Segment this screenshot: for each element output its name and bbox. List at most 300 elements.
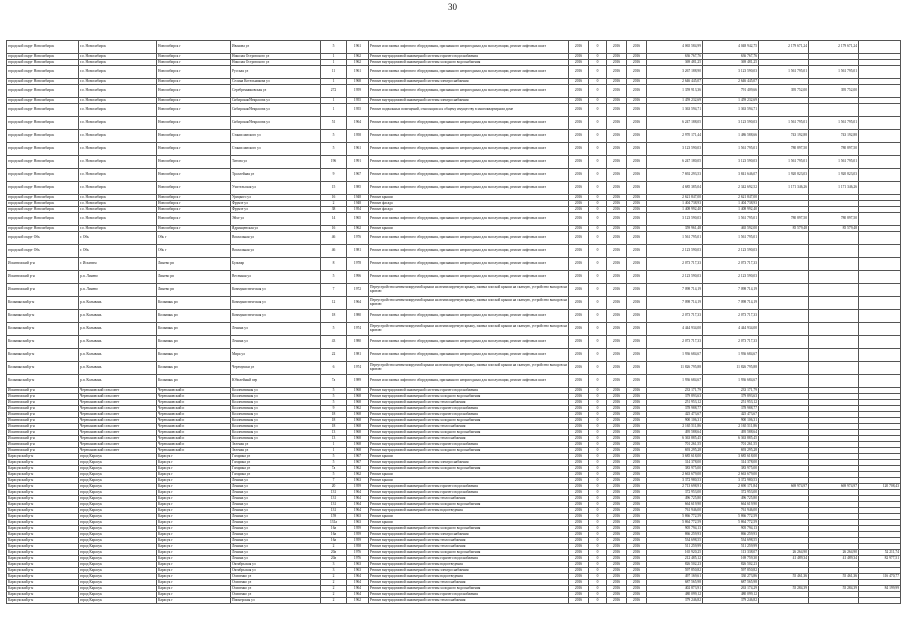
cell-work: Ремонт внутридомовой инженерной системы водоотведения (369, 562, 569, 568)
cell-y2: 2016 (607, 54, 627, 60)
cell-y1: 2016 (569, 156, 589, 169)
cell-f2: 26 264,90 (809, 550, 859, 556)
cell-city: Новосибирск г (157, 182, 231, 195)
table-row (7, 349, 901, 362)
cell-house: 131 (321, 496, 347, 502)
cell-f2 (809, 232, 859, 245)
cell-y1: 2016 (569, 532, 589, 538)
cell-y2: 2016 (607, 448, 627, 454)
cell-city: Черепановский п (157, 418, 231, 424)
cell-street: Троллейная ул (231, 169, 321, 182)
cell-work: Ремонт внутридомовой инженерной системы горячего водоснабжения (369, 490, 569, 496)
cell-city: Карасук г (157, 586, 231, 592)
cell-y2: 2016 (607, 556, 627, 562)
cell-year: 1964 (347, 502, 369, 508)
cell-year: 1965 (347, 213, 369, 226)
capital-repair-table (6, 40, 901, 604)
cell-f3 (859, 297, 901, 310)
cell-city: Новосибирск г (157, 195, 231, 201)
cell-city: Колывань рп (157, 323, 231, 336)
cell-f3: 116 470,77 (859, 574, 901, 580)
cell-year: 1961 (347, 143, 369, 156)
cell-np: город Карасук (79, 598, 157, 604)
cell-f2 (809, 284, 859, 297)
cell-fond: 597 850,82 (703, 568, 759, 574)
cell-y3: 2016 (627, 400, 647, 406)
table-row (7, 182, 901, 195)
cell-fond: 5 864 772,59 (703, 520, 759, 526)
cell-f3: 84 199,99 (859, 586, 901, 592)
cell-y2: 2016 (607, 284, 627, 297)
cell-y3: 2016 (627, 232, 647, 245)
cell-year: 1968 (347, 400, 369, 406)
cell-mo: городской округ Новосибирск (7, 117, 79, 130)
cell-f1: 395 752,00 (759, 85, 809, 98)
cell-np: город Карасук (79, 538, 157, 544)
cell-f2: 780 897,50 (809, 143, 859, 156)
cell-c1: 0 (589, 514, 607, 520)
cell-work: Ремонт или замена лифтового оборудования, признанного непригодным для эксплуатации, ремонт лифтовых шахт (369, 336, 569, 349)
cell-work: Ремонт крыши (369, 195, 569, 201)
cell-year: 1968 (347, 430, 369, 436)
cell-c1: 0 (589, 207, 607, 213)
cell-f3 (859, 271, 901, 284)
cell-f2 (809, 323, 859, 336)
cell-mo: Искитимский р-н (7, 258, 79, 271)
cell-work: Ремонт внутридомовой инженерной системы горячего водоснабжения (369, 442, 569, 448)
cell-street: Николая Островского ул (231, 60, 321, 66)
cell-y1: 2016 (569, 54, 589, 60)
cell-mo: городской округ Новосибирск (7, 207, 79, 213)
cell-mo: Искитимский р-н (7, 448, 79, 454)
cell-year: 1959 (347, 526, 369, 532)
cell-city: Карасук г (157, 544, 231, 550)
cell-np: г.о. Новосибирск (79, 182, 157, 195)
cell-fond: 496 725,80 (703, 496, 759, 502)
cell-house: 2 (321, 592, 347, 598)
cell-year: 1981 (347, 245, 369, 258)
cell-f2: 743 192,88 (809, 130, 859, 143)
cell-y1: 2016 (569, 538, 589, 544)
cell-year: 1964 (347, 508, 369, 514)
cell-work: Переустройство невентилируемой крыши на вентилируемую крышу, замена плоской крыши на скатную, устройство выходов на кровлю (369, 297, 569, 310)
cell-year: 1962 (347, 466, 369, 472)
cell-mo: городской округ Новосибирск (7, 213, 79, 226)
cell-work: Ремонт крыши (369, 514, 569, 520)
cell-year: 1962 (347, 54, 369, 60)
cell-house: 5 (321, 41, 347, 54)
cell-y1: 2016 (569, 336, 589, 349)
cell-street: Ленина ул (231, 538, 321, 544)
cell-mo: городской округ Новосибирск (7, 156, 79, 169)
cell-street: Вокзальная ул (231, 232, 321, 245)
cell-fond: 3 123 590,03 (703, 66, 759, 79)
cell-fond: 263 174,29 (703, 586, 759, 592)
cell-mo: городской округ Новосибирск (7, 79, 79, 85)
cell-mo: городской округ Новосибирск (7, 182, 79, 195)
cell-mo: городской округ Новосибирск (7, 41, 79, 54)
cell-street: Русская ул (231, 66, 321, 79)
cell-city: Черепановский п (157, 436, 231, 442)
cell-y1: 2016 (569, 496, 589, 502)
cell-y2: 2016 (607, 336, 627, 349)
cell-house: 2 (321, 586, 347, 592)
table-row (7, 362, 901, 375)
cell-work: Ремонт внутридомовой инженерной системы электроснабжения (369, 532, 569, 538)
table-row (7, 245, 901, 258)
cell-house: 16 (321, 226, 347, 232)
cell-work: Ремонт или замена лифтового оборудования, признанного непригодным для эксплуатации, ремонт лифтовых шахт (369, 245, 569, 258)
cell-fond: 664 619,90 (703, 502, 759, 508)
cell-y1: 2016 (569, 514, 589, 520)
cell-street: Сибирская/Некрасова ул (231, 117, 321, 130)
cell-street: Осипенко ул (231, 580, 321, 586)
cell-year: 1963 (347, 520, 369, 526)
cell-f1: 55 461,36 (759, 574, 809, 580)
cell-fond: 2 690 171,84 (703, 484, 759, 490)
cell-mo: Искитимский р-н (7, 418, 79, 424)
cell-fond: 5 866 772,59 (703, 514, 759, 520)
cell-year: 1991 (347, 156, 369, 169)
cell-total: 5 864 772,59 (647, 520, 703, 526)
cell-city: Колывань рп (157, 336, 231, 349)
cell-fond: 1 408 992,40 (703, 207, 759, 213)
cell-mo: Карасукский р-н (7, 520, 79, 526)
cell-fond: 233 171,79 (703, 388, 759, 394)
cell-y2: 2016 (607, 394, 627, 400)
cell-y2: 2016 (607, 297, 627, 310)
cell-fond: 2 123 590,03 (703, 271, 759, 284)
cell-y3: 2016 (627, 466, 647, 472)
cell-c1: 0 (589, 448, 607, 454)
cell-f1: 743 192,88 (759, 130, 809, 143)
cell-mo: городской округ Новосибирск (7, 98, 79, 104)
cell-total: 2 123 590,03 (647, 271, 703, 284)
cell-y3: 2016 (627, 297, 647, 310)
cell-work: Ремонт внутридомовой инженерной системы холодного водоснабжения (369, 526, 569, 532)
cell-city: Черепановский п (157, 442, 231, 448)
cell-total: 1 408 992,40 (647, 207, 703, 213)
cell-fond: 1 404 738,93 (703, 201, 759, 207)
cell-c1: 0 (589, 310, 607, 323)
cell-y2: 2016 (607, 436, 627, 442)
cell-y2: 2016 (607, 460, 627, 466)
cell-y2: 2016 (607, 562, 627, 568)
cell-work: Ремонт внутридомовой инженерной системы горячего водоснабжения (369, 412, 569, 418)
cell-f2: 1 561 795,01 (809, 117, 859, 130)
cell-city: Карасук г (157, 472, 231, 478)
cell-mo: Карасукский р-н (7, 598, 79, 604)
cell-street: Учительская ул (231, 182, 321, 195)
cell-y1: 2016 (569, 466, 589, 472)
cell-np: город Карасук (79, 526, 157, 532)
cell-c1: 0 (589, 258, 607, 271)
cell-street: Коммунистическая ул (231, 297, 321, 310)
cell-total: 6 247 188,05 (647, 117, 703, 130)
cell-house: 18 (321, 412, 347, 418)
cell-np: город Карасук (79, 514, 157, 520)
cell-total: 2 073 717,33 (647, 310, 703, 323)
cell-c1: 0 (589, 394, 607, 400)
cell-work: Ремонт крыши (369, 478, 569, 484)
cell-f1: 85 579,48 (759, 226, 809, 232)
cell-c1: 0 (589, 484, 607, 490)
cell-total: 359 961,48 (647, 226, 703, 232)
cell-year: 1967 (347, 454, 369, 460)
cell-y1: 2016 (569, 550, 589, 556)
cell-y2: 2016 (607, 98, 627, 104)
cell-f1: 2 179 671,24 (759, 41, 809, 54)
cell-work: Ремонт крыши (369, 520, 569, 526)
cell-c1: 0 (589, 297, 607, 310)
cell-y2: 2016 (607, 574, 627, 580)
cell-y1: 2016 (569, 271, 589, 284)
cell-f1: 55 284,39 (759, 586, 809, 592)
cell-house: 5 (321, 472, 347, 478)
cell-np: г.о. Новосибирск (79, 169, 157, 182)
cell-f3 (859, 284, 901, 297)
cell-work: Ремонт крыши (369, 472, 569, 478)
cell-c1: 0 (589, 213, 607, 226)
cell-mo: Карасукский р-н (7, 574, 79, 580)
table-row (7, 310, 901, 323)
cell-work: Ремонт внутридомовой инженерной системы водоотведения (369, 574, 569, 580)
cell-y3: 2016 (627, 143, 647, 156)
cell-np: р.п. Колывань (79, 310, 157, 323)
cell-total: 900 106,31 (647, 418, 703, 424)
cell-total: 1 363 594,71 (647, 104, 703, 117)
cell-mo: Карасукский р-н (7, 580, 79, 586)
table-body (7, 41, 901, 604)
cell-c1: 0 (589, 284, 607, 297)
cell-f3 (859, 66, 901, 79)
cell-work: Ремонт или замена лифтового оборудования, признанного непригодным для эксплуатации, ремонт лифтовых шахт (369, 310, 569, 323)
cell-total: 3 123 590,03 (647, 143, 703, 156)
table-row (7, 284, 901, 297)
cell-fond: 693 295,28 (703, 448, 759, 454)
cell-y2: 2016 (607, 418, 627, 424)
cell-c1: 0 (589, 169, 607, 182)
cell-fond: 2 073 717,33 (703, 258, 759, 271)
cell-total: 636 767,76 (647, 54, 703, 60)
cell-y3: 2016 (627, 598, 647, 604)
cell-y1: 2016 (569, 508, 589, 514)
cell-work: Ремонт внутридомовой инженерной системы холодного водоснабжения (369, 394, 569, 400)
cell-np: г.о. Новосибирск (79, 104, 157, 117)
cell-city: Карасук г (157, 550, 231, 556)
cell-street: Ленина ул (231, 484, 321, 490)
cell-house: 159 (321, 514, 347, 520)
cell-work: Ремонт внутридомовой инженерной системы электроснабжения (369, 98, 569, 104)
cell-year: 1968 (347, 412, 369, 418)
cell-mo: городской округ Обь (7, 245, 79, 258)
cell-fond: 314 378,00 (703, 460, 759, 466)
cell-f1: 669 974,97 (759, 484, 809, 490)
cell-city: Линево рп (157, 258, 231, 271)
cell-y3: 2016 (627, 412, 647, 418)
cell-total: 2 165 511,86 (647, 424, 703, 430)
cell-mo: городской округ Новосибирск (7, 60, 79, 66)
cell-y3: 2016 (627, 514, 647, 520)
cell-f1 (759, 258, 809, 271)
cell-c1: 0 (589, 156, 607, 169)
cell-fond: 113 338,07 (703, 550, 759, 556)
cell-year: 1963 (347, 562, 369, 568)
cell-mo: Колыванский р-н (7, 310, 79, 323)
cell-f3: 52 211,74 (859, 550, 901, 556)
cell-street: Коллективная ул (231, 418, 321, 424)
cell-city: Новосибирск г (157, 41, 231, 54)
cell-street: Станиславского ул (231, 143, 321, 156)
cell-street: Сибирская/Некрасова ул (231, 104, 321, 117)
cell-fond: 1 561 795,01 (703, 213, 759, 226)
cell-city: Карасук г (157, 574, 231, 580)
cell-y2: 2016 (607, 484, 627, 490)
cell-house: 5 (321, 394, 347, 400)
cell-street: Гагарина ул (231, 454, 321, 460)
cell-street: Юбилейный пер (231, 375, 321, 388)
cell-f3 (859, 232, 901, 245)
cell-total: 761 946,00 (647, 508, 703, 514)
cell-c1: 0 (589, 41, 607, 54)
cell-total: 480 099,12 (647, 592, 703, 598)
cell-work: Ремонт подвальных помещений, относящихся к общему имуществу в многоквартирном доме (369, 104, 569, 117)
cell-np: город Карасук (79, 478, 157, 484)
cell-y1: 2016 (569, 60, 589, 66)
cell-f3 (859, 143, 901, 156)
cell-y3: 2016 (627, 532, 647, 538)
cell-house: 7а (321, 375, 347, 388)
cell-total: 378 988,77 (647, 406, 703, 412)
cell-total: 2 713 698,91 (647, 484, 703, 490)
cell-y1: 2016 (569, 143, 589, 156)
cell-total: 11 826 795,88 (647, 362, 703, 375)
cell-c1: 0 (589, 454, 607, 460)
cell-f1 (759, 598, 809, 604)
cell-fond: 2 073 717,33 (703, 310, 759, 323)
cell-work: Ремонт или замена лифтового оборудования, признанного непригодным для эксплуатации, ремонт лифтовых шахт (369, 375, 569, 388)
cell-y3: 2016 (627, 98, 647, 104)
cell-c1: 0 (589, 412, 607, 418)
cell-y3: 2016 (627, 490, 647, 496)
cell-street: Гагарина ул (231, 460, 321, 466)
cell-c1: 0 (589, 362, 607, 375)
cell-y1: 2016 (569, 442, 589, 448)
cell-y2: 2016 (607, 232, 627, 245)
cell-total: 372 953,00 (647, 490, 703, 496)
cell-year: 1972 (347, 284, 369, 297)
cell-y3: 2016 (627, 592, 647, 598)
cell-fond: 6 363 885,45 (703, 436, 759, 442)
cell-y3: 2016 (627, 478, 647, 484)
cell-y3: 2016 (627, 544, 647, 550)
cell-house: 5 (321, 454, 347, 460)
cell-mo: городской округ Новосибирск (7, 85, 79, 98)
cell-c1: 0 (589, 592, 607, 598)
cell-street: Ленина ул (231, 514, 321, 520)
cell-house: 16 (321, 195, 347, 201)
cell-city: Линево рп (157, 284, 231, 297)
cell-y2: 2016 (607, 66, 627, 79)
cell-c1: 0 (589, 143, 607, 156)
cell-city: Колывань рп (157, 375, 231, 388)
cell-np: Черепановский сельсовет (79, 388, 157, 394)
cell-mo: Искитимский р-н (7, 430, 79, 436)
cell-street: Октябрьская ул (231, 568, 321, 574)
cell-year: 1962 (347, 60, 369, 66)
cell-y3: 2016 (627, 104, 647, 117)
cell-y1: 2016 (569, 297, 589, 310)
cell-mo: Карасукский р-н (7, 502, 79, 508)
cell-y3: 2016 (627, 556, 647, 562)
cell-total: 402 873,91 (647, 586, 703, 592)
cell-f1 (759, 284, 809, 297)
cell-house: 18 (321, 310, 347, 323)
cell-fond: 2 123 590,03 (703, 245, 759, 258)
cell-y3: 2016 (627, 156, 647, 169)
cell-y2: 2016 (607, 41, 627, 54)
cell-work: Ремонт внутридомовой инженерной системы горячего водоснабжения (369, 406, 569, 412)
cell-house: 7 (321, 478, 347, 484)
cell-f2: 669 974,97 (809, 484, 859, 490)
cell-total: 2 123 590,03 (647, 245, 703, 258)
cell-fond: 511 259,99 (703, 544, 759, 550)
cell-y2: 2016 (607, 412, 627, 418)
cell-house: 46 (321, 232, 347, 245)
cell-total: 826 502,23 (647, 562, 703, 568)
cell-y2: 2016 (607, 430, 627, 436)
cell-house: 12 (321, 297, 347, 310)
cell-fond: 378 988,77 (703, 406, 759, 412)
cell-house: 7а (321, 466, 347, 472)
cell-total: 701 261,55 (647, 442, 703, 448)
cell-f1 (759, 104, 809, 117)
cell-total: 7 098 714,19 (647, 297, 703, 310)
cell-f2 (809, 349, 859, 362)
cell-y3: 2016 (627, 375, 647, 388)
cell-mo: Карасукский р-н (7, 586, 79, 592)
cell-house: 20 (321, 484, 347, 490)
cell-fond: 369 481,25 (703, 60, 759, 66)
table-row (7, 213, 901, 226)
cell-year: 1964 (347, 586, 369, 592)
cell-house: 5 (321, 271, 347, 284)
cell-f1 (759, 323, 809, 336)
cell-f2 (809, 362, 859, 375)
cell-y3: 2016 (627, 430, 647, 436)
cell-y1: 2016 (569, 502, 589, 508)
cell-mo: Искитимский р-н (7, 406, 79, 412)
cell-mo: городской округ Новосибирск (7, 104, 79, 117)
cell-house: 11 (321, 66, 347, 79)
cell-y2: 2016 (607, 520, 627, 526)
cell-f3 (859, 375, 901, 388)
cell-city: Карасук г (157, 526, 231, 532)
cell-house: 1 (321, 98, 347, 104)
cell-work: Ремонт внутридомовой инженерной системы горячего водоснабжения (369, 592, 569, 598)
cell-house: 1 (321, 60, 347, 66)
cell-year: 1976 (347, 556, 369, 562)
cell-y1: 2016 (569, 41, 589, 54)
cell-work: Ремонт внутридомовой инженерной системы теплоснабжения (369, 400, 569, 406)
cell-city: Новосибирск г (157, 226, 231, 232)
cell-street: Фрунзе ул (231, 207, 321, 213)
cell-year: 1968 (347, 424, 369, 430)
cell-y1: 2016 (569, 520, 589, 526)
cell-y2: 2016 (607, 388, 627, 394)
cell-total: 2 073 717,33 (647, 336, 703, 349)
cell-city: Карасук г (157, 478, 231, 484)
